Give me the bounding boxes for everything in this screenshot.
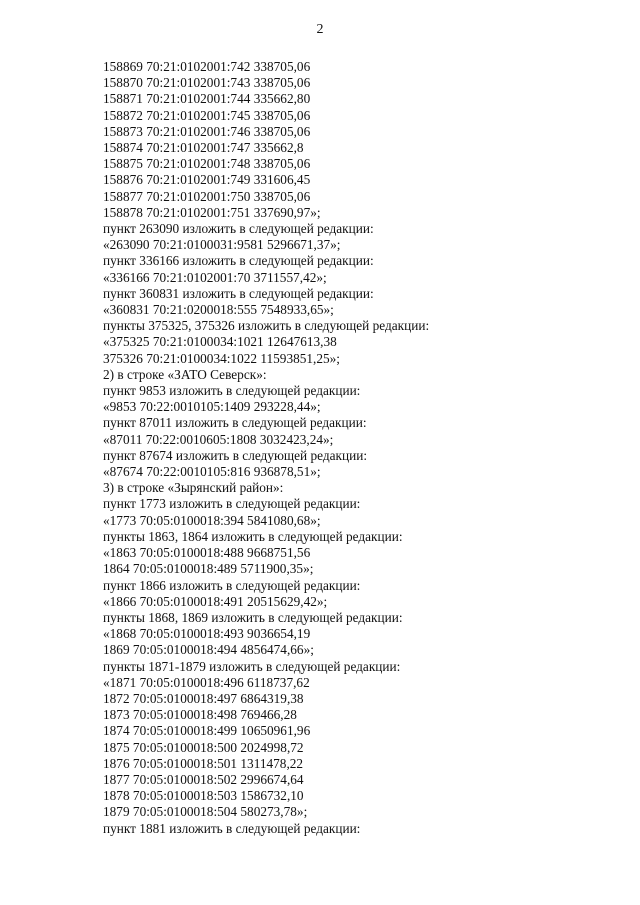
text-line: 2) в строке «ЗАТО Северск»: [103,366,267,382]
text-line: пункт 336166 изложить в следующей редакции: [103,253,374,269]
text-line: 158875 70:21:0102001:748 338705,06 [103,156,311,172]
text-line: 1872 70:05:0100018:497 6864319,38 [103,690,304,706]
text-line: пункт 87011 изложить в следующей редакции: [103,415,367,431]
text-line: 1864 70:05:0100018:489 5711900,35»; [103,561,314,577]
text-line: 1869 70:05:0100018:494 4856474,66»; [103,642,314,658]
text-line: пункт 1773 изложить в следующей редакции: [103,496,361,512]
text-line: «1866 70:05:0100018:491 20515629,42»; [103,593,328,609]
text-line: пункты 375325, 375326 изложить в следующей редакции: [103,318,430,334]
text-line: 375326 70:21:0100034:1022 11593851,25»; [103,350,341,366]
text-line: «1871 70:05:0100018:496 6118737,62 [103,674,310,690]
text-line: 1877 70:05:0100018:502 2996674,64 [103,771,304,787]
text-line: 158874 70:21:0102001:747 335662,8 [103,140,304,156]
text-line: «87011 70:22:0010605:1808 3032423,24»; [103,431,334,447]
text-line: 158878 70:21:0102001:751 337690,97»; [103,204,321,220]
text-line: 1876 70:05:0100018:501 1311478,22 [103,755,304,771]
text-line: 158873 70:21:0102001:746 338705,06 [103,123,311,139]
text-line: «360831 70:21:0200018:555 7548933,65»; [103,302,334,318]
text-line: 158876 70:21:0102001:749 331606,45 [103,172,311,188]
text-line: пункт 1881 изложить в следующей редакции: [103,820,361,836]
text-line: «1868 70:05:0100018:493 9036654,19 [103,626,311,642]
text-line: «263090 70:21:0100031:9581 5296671,37»; [103,237,341,253]
text-line: 3) в строке «Зырянский район»: [103,480,284,496]
text-line: 158877 70:21:0102001:750 338705,06 [103,188,311,204]
text-line: «9853 70:22:0010105:1409 293228,44»; [103,399,321,415]
document-body [103,59,429,837]
text-line: «375325 70:21:0100034:1021 12647613,38 [103,334,337,350]
text-line: пункты 1863, 1864 изложить в следующей редакции: [103,528,403,544]
text-line: пункт 87674 изложить в следующей редакции: [103,447,368,463]
text-line: 158869 70:21:0102001:742 338705,06 [103,59,311,74]
text-line: пункт 9853 изложить в следующей редакции: [103,383,361,399]
text-line: «336166 70:21:0102001:70 3711557,42»; [103,269,327,285]
page-number: 2 [316,22,324,37]
text-line: 158870 70:21:0102001:743 338705,06 [103,75,311,91]
text-line: 1874 70:05:0100018:499 10650961,96 [103,723,311,739]
text-line: пункты 1871-1879 изложить в следующей редакции: [103,658,401,674]
text-line: «87674 70:22:0010105:816 936878,51»; [103,464,321,480]
text-line: 1875 70:05:0100018:500 2024998,72 [103,739,304,755]
text-line: «1863 70:05:0100018:488 9668751,56 [103,545,311,561]
text-line: 1879 70:05:0100018:504 580273,78»; [103,804,308,820]
text-line: пункт 1866 изложить в следующей редакции: [103,577,361,593]
text-line: 158872 70:21:0102001:745 338705,06 [103,107,311,123]
text-line: 1878 70:05:0100018:503 1586732,10 [103,788,304,804]
text-line: пункт 360831 изложить в следующей редакции: [103,285,374,301]
text-line: «1773 70:05:0100018:394 5841080,68»; [103,512,321,528]
text-line: пункт 263090 изложить в следующей редакции: [103,221,374,237]
text-line: пункты 1868, 1869 изложить в следующей редакции: [103,609,403,625]
text-line: 1873 70:05:0100018:498 769466,28 [103,707,297,723]
text-line: 158871 70:21:0102001:744 335662,80 [103,91,311,107]
